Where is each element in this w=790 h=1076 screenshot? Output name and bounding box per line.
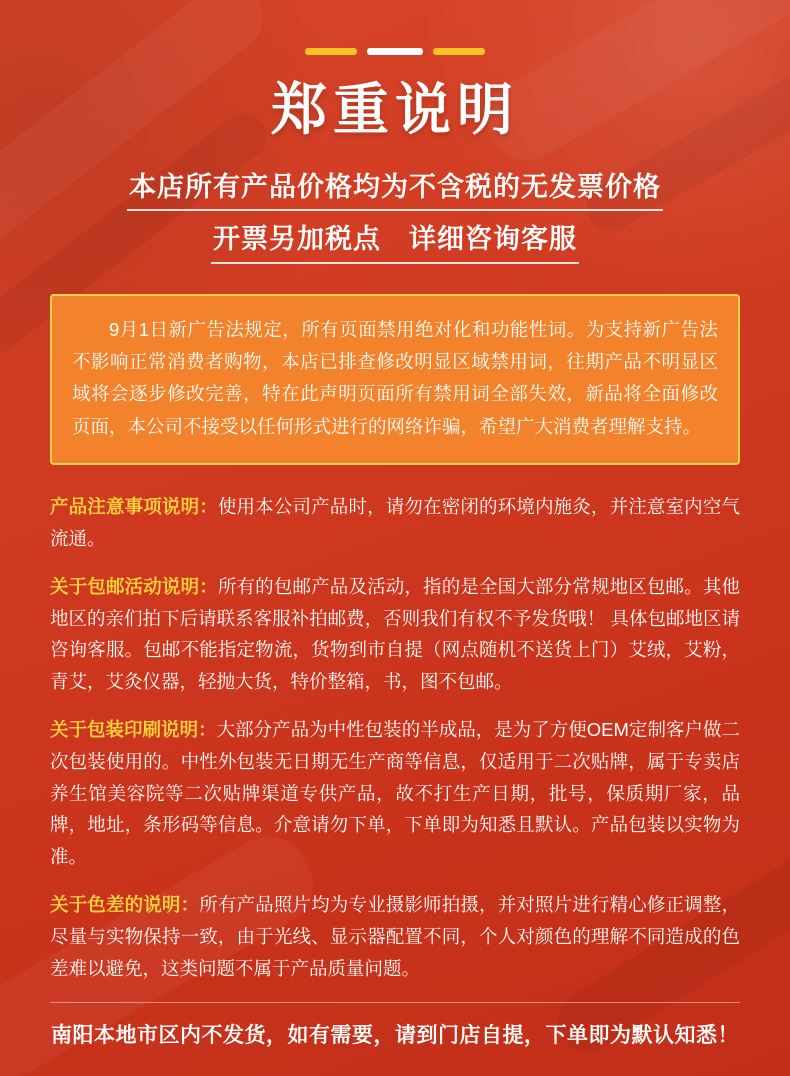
section-body: 所有的包邮产品及活动，指的是全国大部分常规地区包邮。其他地区的亲们拍下后请联系客服补拍邮费，否则我们有权不予发货哦！ 具体包邮地区请咨询客服。包邮不能指定物流，货物到市自提（网点随机不送货上门）艾绒，艾粉，青艾，艾灸仪器，轻抛大货，特价整箱，书，图不包邮。 (50, 575, 740, 693)
ornament-dash-left (305, 48, 357, 55)
section-label: 产品注意事项说明： (50, 496, 218, 518)
ornament-dash-middle (367, 48, 423, 55)
footer-note: 南阳本地市区内不发货，如有需要，请到门店自提，下单即为默认知悉！ (51, 1024, 739, 1048)
footer-divider (50, 1002, 740, 1003)
section-label: 关于包装印刷说明： (50, 718, 217, 740)
subtitle-line-2: 开票另加税点 详细咨询客服 (211, 219, 579, 264)
section-free-shipping (50, 571, 740, 698)
section-body: 大部分产品为中性包装的半成品，是为了方便OEM定制客户做二次包装使用的。中性外包装无日期无生产商等信息，仅适用于二次贴牌，属于专卖店养生馆美容院等二次贴牌渠道专供产品，故不打生产日期，批号，保质期厂家，品牌，地址，条形码等信息。介意请勿下单，下单即为知悉且默认。产品包装以实物为准。 (50, 718, 740, 868)
advertising-law-notice (50, 294, 740, 466)
title-ornament (36, 0, 754, 55)
subtitle-line-1: 本店所有产品价格均为不含税的无发票价格 (127, 167, 663, 212)
section-body: 所有产品照片均为专业摄影师拍摄，并对照片进行精心修正调整，尽量与实物保持一致，由于光线、显示器配置不同，个人对颜色的理解不同造成的色差难以避免，这类问题不属于产品质量问题。 (50, 894, 740, 979)
section-product-caution (50, 491, 740, 555)
section-label: 关于包邮活动说明： (50, 575, 218, 597)
subtitle-block (36, 167, 754, 264)
ornament-dash-right (433, 48, 485, 55)
section-packaging-printing (50, 714, 740, 873)
notice-text: 9月1日新广告法规定，所有页面禁用绝对化和功能性词。为支持新广告法不影响正常消费者购物，本店已排查修改明显区域禁用词，往期产品不明显区域将会逐步修改完善，特在此声明页面所有禁用词全部失效，新品将全面修改页面，本公司不接受以任何形式进行的网络诈骗，希望广大消费者理解支持。 (72, 318, 718, 437)
section-label: 关于色差的说明： (50, 894, 200, 916)
sections-list (50, 491, 740, 984)
section-body: 使用本公司产品时，请勿在密闭的环境内施灸，并注意室内空气流通。 (50, 496, 740, 549)
page-title: 郑重说明 (271, 78, 519, 141)
section-color-difference (50, 889, 740, 984)
